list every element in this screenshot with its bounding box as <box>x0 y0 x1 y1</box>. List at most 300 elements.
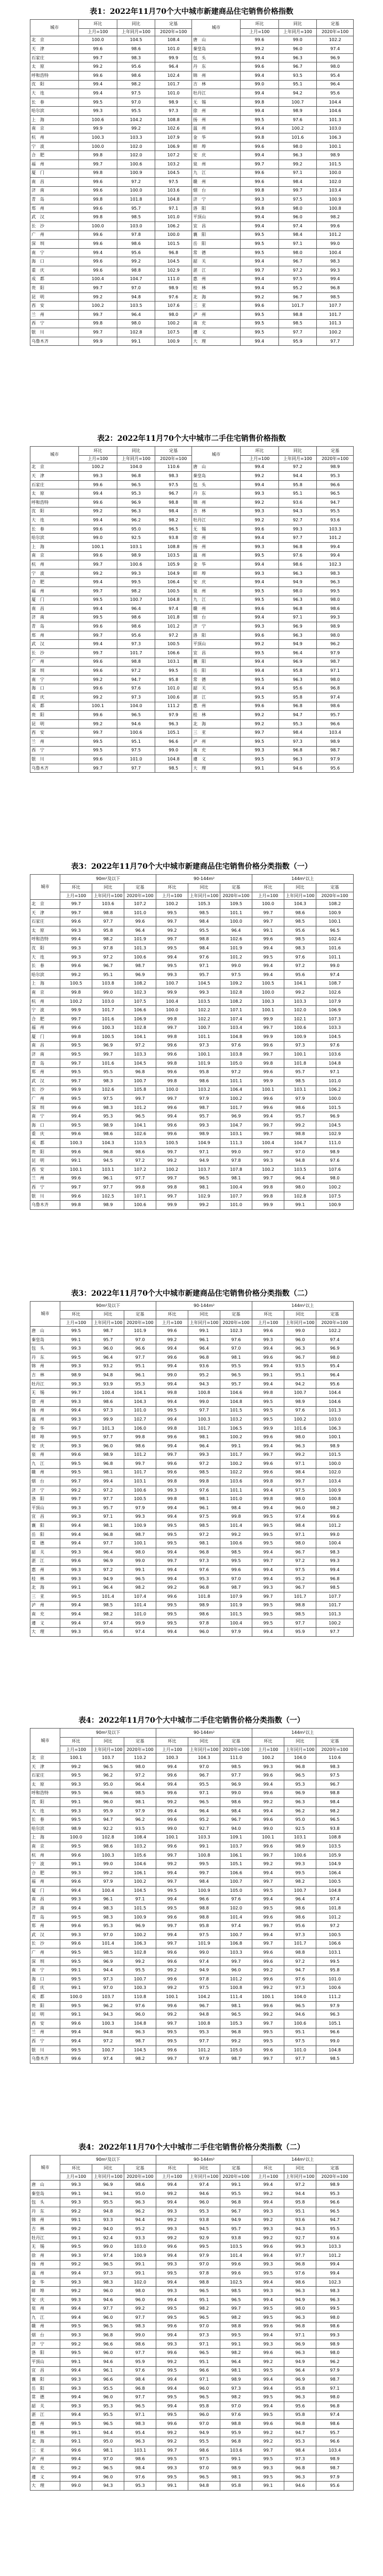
index-value: 100.5 <box>252 979 284 988</box>
index-value: 98.6 <box>124 1441 156 1451</box>
index-value: 96.0 <box>188 1628 220 1637</box>
index-value: 99.6 <box>60 2446 92 2455</box>
table-row <box>30 1415 354 1424</box>
index-value: 98.8 <box>278 311 317 320</box>
header-mom: 环比 <box>79 20 117 29</box>
index-value: 94.4 <box>278 472 317 481</box>
index-value: 96.8 <box>188 1583 220 1592</box>
index-value: 100.0 <box>220 917 252 926</box>
index-value: 108.4 <box>124 1833 156 1842</box>
table-row <box>30 962 354 971</box>
index-value: 99.9 <box>124 1619 156 1628</box>
city-name: 海 口 <box>30 1121 60 1130</box>
index-value: 99.4 <box>252 1344 284 1353</box>
index-value: 96.6 <box>188 1895 220 1904</box>
index-value: 99.4 <box>60 1406 92 1415</box>
index-value: 96.6 <box>188 2366 220 2375</box>
index-value: 98.4 <box>155 507 192 516</box>
index-value: 99.0 <box>156 1824 188 1833</box>
index-value: 103.6 <box>220 1477 252 1486</box>
city-name: 宜 昌 <box>30 1512 60 1521</box>
index-value: 97.1 <box>284 1460 316 1469</box>
index-value: 99.4 <box>252 2278 284 2287</box>
index-value: 99.1 <box>220 1441 252 1451</box>
index-value: 99.8 <box>60 1033 92 1042</box>
index-value: 99.8 <box>156 1014 188 1024</box>
table-row <box>30 516 354 525</box>
index-value: 99.7 <box>252 1451 284 1460</box>
index-value: 105.1 <box>316 2019 354 2028</box>
index-value: 99.3 <box>252 2260 284 2269</box>
price-index-table <box>30 19 354 346</box>
index-value: 99.4 <box>92 1477 124 1486</box>
index-value: 98.1 <box>220 2366 252 2375</box>
index-value: 97.8 <box>220 1156 252 1166</box>
table-row <box>30 1344 354 1353</box>
table-row <box>30 133 354 142</box>
index-value: 106.9 <box>155 142 192 151</box>
index-value: 103.4 <box>317 728 354 738</box>
index-value: 97.2 <box>124 1771 156 1780</box>
index-value: 98.9 <box>317 738 354 747</box>
index-value: 93.8 <box>220 2233 252 2242</box>
index-value: 96.4 <box>92 1548 124 1557</box>
index-value: 99.4 <box>241 534 279 543</box>
index-value: 98.2 <box>155 516 192 525</box>
index-value: 102.0 <box>284 1006 316 1015</box>
index-value: 99.0 <box>252 1824 284 1833</box>
index-value: 102.5 <box>220 2278 252 2287</box>
index-value: 99.6 <box>124 917 156 926</box>
index-value: 99.5 <box>60 1095 92 1104</box>
index-value: 97.9 <box>124 1806 156 1816</box>
table-section-t3a <box>30 859 353 1210</box>
index-value: 99.8 <box>124 1183 156 1192</box>
table-row <box>30 2242 354 2252</box>
index-value: 94.3 <box>188 1380 220 1389</box>
city-name: 沈 阳 <box>30 944 60 953</box>
city-name: 兰 州 <box>30 1174 60 1183</box>
city-name: 福 州 <box>30 1024 60 1033</box>
index-value: 104.1 <box>284 979 316 988</box>
header-mom: 环比 <box>241 447 279 456</box>
index-value: 99.4 <box>241 53 279 62</box>
table-row <box>30 124 354 133</box>
header-mom: 环比 <box>156 1737 188 1746</box>
index-value: 99.8 <box>79 151 117 160</box>
city-name: 宁 波 <box>30 1006 60 1015</box>
index-value: 99.8 <box>156 1389 188 1398</box>
header-mom: 环比 <box>79 447 117 456</box>
index-value: 95.8 <box>278 693 317 702</box>
index-value: 99.5 <box>60 1592 92 1602</box>
index-value: 97.7 <box>124 1353 156 1362</box>
index-value: 99.2 <box>79 292 117 302</box>
index-value: 98.7 <box>316 2464 354 2473</box>
index-value: 98.6 <box>278 560 317 569</box>
header-mom-base: 上月=100 <box>252 2173 284 2181</box>
index-value: 99.7 <box>252 1121 284 1130</box>
index-value: 97.7 <box>124 2349 156 2358</box>
index-value: 95.2 <box>278 284 317 293</box>
index-value: 99.5 <box>156 1610 188 1619</box>
table-row <box>30 1566 354 1575</box>
index-value: 97.6 <box>284 953 316 962</box>
city-name: 武 汉 <box>30 1077 60 1086</box>
index-value: 96.7 <box>92 962 124 971</box>
header-mom-base: 上月=100 <box>156 892 188 900</box>
index-value: 98.2 <box>220 2313 252 2323</box>
index-value: 97.8 <box>188 2269 220 2278</box>
index-value: 99.7 <box>60 908 92 917</box>
index-value: 98.6 <box>317 605 354 614</box>
index-value: 95.7 <box>220 2225 252 2234</box>
city-name: 兰 州 <box>30 738 79 747</box>
index-value: 102.0 <box>124 2278 156 2287</box>
index-value: 101.0 <box>220 1495 252 1504</box>
table-row <box>30 463 354 472</box>
index-value: 96.4 <box>188 1441 220 1451</box>
header-mom: 环比 <box>60 1737 92 1746</box>
index-value: 99.0 <box>220 1147 252 1156</box>
index-value: 98.5 <box>124 1789 156 1798</box>
index-value: 94.4 <box>92 2428 124 2437</box>
index-value: 97.3 <box>92 1975 124 1984</box>
city-name: 哈尔滨 <box>30 970 60 979</box>
index-value: 104.7 <box>284 1139 316 1148</box>
index-value: 99.3 <box>188 988 220 997</box>
index-value: 103.3 <box>284 997 316 1006</box>
city-name: 烟 台 <box>30 2331 60 2340</box>
index-value: 95.0 <box>117 525 155 534</box>
index-value: 108.2 <box>316 900 354 909</box>
index-value: 98.8 <box>284 1601 316 1610</box>
city-name: 桂 林 <box>192 711 240 720</box>
index-value: 103.3 <box>117 133 155 142</box>
index-value: 97.9 <box>188 1095 220 1104</box>
index-value: 104.5 <box>316 1033 354 1042</box>
index-value: 99.9 <box>79 124 117 133</box>
header-row <box>30 1737 354 1746</box>
index-value: 95.7 <box>188 970 220 979</box>
city-name: 南 充 <box>192 319 240 328</box>
header-row <box>30 892 354 900</box>
index-value: 101.8 <box>316 1904 354 1913</box>
index-value: 102.4 <box>155 71 192 80</box>
table-row <box>30 2304 354 2313</box>
index-value: 99.8 <box>79 169 117 178</box>
table-row <box>30 1183 354 1192</box>
index-value: 97.2 <box>117 178 155 187</box>
header-mom: 环比 <box>60 1310 92 1319</box>
index-value: 99.3 <box>316 2331 354 2340</box>
index-value: 99.4 <box>156 1415 188 1424</box>
table-row <box>30 1121 354 1130</box>
index-value: 99.4 <box>60 2366 92 2375</box>
index-value: 98.3 <box>316 1548 354 1557</box>
index-value: 97.4 <box>316 970 354 979</box>
header-area-group: 90m²及以下 <box>60 1729 156 1738</box>
index-value: 104.3 <box>92 1139 124 1148</box>
index-value: 97.3 <box>284 1984 316 1993</box>
city-name: 无 锡 <box>192 98 240 107</box>
index-value: 97.9 <box>188 2251 220 2260</box>
index-value: 100.0 <box>117 186 155 195</box>
city-name: 银 川 <box>30 755 79 764</box>
header-area-group: 90m²及以下 <box>60 875 156 884</box>
index-value: 99.5 <box>241 738 279 747</box>
index-value: 104.1 <box>124 1121 156 1130</box>
index-value: 99.6 <box>252 1975 284 1984</box>
index-value: 98.4 <box>284 2446 316 2455</box>
index-value: 100.2 <box>252 1754 284 1763</box>
index-value: 99.4 <box>60 1112 92 1121</box>
city-name: 天 津 <box>30 45 79 54</box>
index-value: 99.5 <box>252 953 284 962</box>
index-value: 99.3 <box>60 2384 92 2393</box>
index-value: 99.2 <box>252 2189 284 2198</box>
index-value: 99.2 <box>252 1984 284 1993</box>
table-row <box>30 908 354 917</box>
index-value: 100.0 <box>60 1993 92 2002</box>
index-value: 93.5 <box>284 1362 316 1371</box>
index-value: 107.3 <box>316 1014 354 1024</box>
index-value: 98.0 <box>124 2287 156 2296</box>
index-value: 99.4 <box>156 1112 188 1121</box>
index-value: 99.2 <box>220 1530 252 1539</box>
index-value: 99.5 <box>156 1904 188 1913</box>
index-value: 98.9 <box>278 107 317 116</box>
index-value: 99.5 <box>60 2001 92 2010</box>
index-value: 95.3 <box>92 1112 124 1121</box>
index-value: 99.7 <box>252 917 284 926</box>
index-value: 98.8 <box>188 1913 220 1922</box>
index-value: 107.6 <box>316 1166 354 1175</box>
city-name: 天 津 <box>30 1762 60 1771</box>
index-value: 96.9 <box>117 498 155 507</box>
index-value: 97.7 <box>92 1495 124 1504</box>
city-name: 牡丹江 <box>30 2233 60 2242</box>
index-value: 100.9 <box>124 1913 156 1922</box>
index-value: 97.2 <box>284 962 316 971</box>
index-value: 104.5 <box>124 1059 156 1068</box>
index-value: 98.1 <box>92 1468 124 1477</box>
index-value: 97.7 <box>188 2037 220 2046</box>
index-value: 99.0 <box>220 962 252 971</box>
index-value: 100.8 <box>188 1389 220 1398</box>
index-value: 106.2 <box>316 1085 354 1095</box>
table-row <box>30 988 354 997</box>
index-value: 97.8 <box>117 231 155 240</box>
index-value: 99.4 <box>241 337 279 346</box>
index-value: 99.2 <box>79 675 117 684</box>
header-yoy-base: 上年同月=100 <box>284 1319 316 1327</box>
city-name: 海 口 <box>30 257 79 266</box>
city-name: 遵 义 <box>192 755 240 764</box>
index-value: 102.2 <box>188 1014 220 1024</box>
index-value: 105.3 <box>220 2019 252 2028</box>
city-name: 重 庆 <box>30 1984 60 1993</box>
index-value: 98.3 <box>92 2278 124 2287</box>
table-row <box>30 2055 354 2064</box>
index-value: 98.0 <box>124 1762 156 1771</box>
index-value: 104.2 <box>188 1993 220 2002</box>
index-value: 99.0 <box>316 1530 354 1539</box>
index-value: 98.9 <box>284 1842 316 1851</box>
index-value: 95.8 <box>188 2402 220 2411</box>
table-row <box>30 926 354 935</box>
index-value: 103.4 <box>317 186 354 195</box>
city-name: 岳 阳 <box>192 240 240 249</box>
index-value: 99.5 <box>220 1557 252 1566</box>
index-value: 99.2 <box>60 1762 92 1771</box>
index-value: 95.5 <box>92 2411 124 2420</box>
index-value: 99.3 <box>60 1362 92 1371</box>
index-value: 95.5 <box>92 2198 124 2207</box>
header-fixed: 定基 <box>220 1310 252 1319</box>
index-value: 96.0 <box>124 2010 156 2019</box>
index-value: 99.4 <box>252 1486 284 1495</box>
index-value: 99.8 <box>252 1192 284 1201</box>
table-row <box>30 657 354 667</box>
table-row <box>30 2233 354 2242</box>
index-value: 99.6 <box>156 1353 188 1362</box>
table-row <box>30 2455 354 2464</box>
index-value: 101.3 <box>316 1610 354 1619</box>
city-name: 长 沙 <box>30 222 79 231</box>
index-value: 105.1 <box>155 728 192 738</box>
index-value: 100.2 <box>155 319 192 328</box>
index-value: 100.2 <box>79 463 117 472</box>
index-value: 99.6 <box>79 240 117 249</box>
table-row <box>30 764 354 773</box>
index-value: 99.6 <box>79 684 117 693</box>
city-name: 成 都 <box>30 275 79 284</box>
index-value: 96.8 <box>284 2322 316 2331</box>
city-name: 遵 义 <box>30 1619 60 1628</box>
index-value: 97.2 <box>124 1156 156 1166</box>
index-value: 100.2 <box>316 1183 354 1192</box>
city-name: 赣 州 <box>192 605 240 614</box>
index-value: 99.0 <box>317 240 354 249</box>
index-value: 101.2 <box>317 534 354 543</box>
index-value: 98.8 <box>316 1789 354 1798</box>
index-value: 99.6 <box>156 1468 188 1477</box>
city-name: 唐 山 <box>30 2181 60 2190</box>
city-name: 平顶山 <box>192 213 240 222</box>
header-area-group: 144m²以上 <box>252 1302 354 1311</box>
table-row <box>30 970 354 979</box>
index-value: 99.3 <box>241 507 279 516</box>
header-yoy-base: 上年同月=100 <box>117 28 155 36</box>
index-value: 97.6 <box>124 2472 156 2482</box>
city-name: 青 岛 <box>30 1913 60 1922</box>
index-value: 96.9 <box>92 2181 124 2190</box>
index-value: 94.6 <box>92 2358 124 2367</box>
index-value: 101.7 <box>124 1468 156 1477</box>
header-row <box>30 1319 354 1327</box>
city-name: 贵 阳 <box>30 2001 60 2010</box>
header-yoy: 同比 <box>92 2164 124 2173</box>
table-row <box>30 53 354 62</box>
city-name: 湛 江 <box>30 2411 60 2420</box>
index-value: 96.2 <box>316 2358 354 2367</box>
index-value: 99.3 <box>124 1512 156 1521</box>
index-value: 97.3 <box>284 2455 316 2464</box>
index-value: 99.4 <box>317 542 354 551</box>
index-value: 99.5 <box>156 2037 188 2046</box>
index-value: 99.3 <box>60 1344 92 1353</box>
index-value: 98.7 <box>92 1327 124 1336</box>
index-value: 94.6 <box>284 2010 316 2019</box>
index-value: 99.5 <box>252 1601 284 1610</box>
index-value: 96.3 <box>278 675 317 684</box>
city-name: 北 海 <box>30 1583 60 1592</box>
index-value: 97.7 <box>316 1628 354 1637</box>
table-row <box>30 107 354 116</box>
index-value: 100.1 <box>284 1050 316 1059</box>
index-value: 99.5 <box>252 1619 284 1628</box>
table-row <box>30 195 354 204</box>
table-row <box>30 292 354 302</box>
index-value: 99.1 <box>124 1566 156 1575</box>
index-value: 94.7 <box>284 1966 316 1975</box>
city-name: 蚌 埠 <box>30 2287 60 2296</box>
table-row <box>30 1441 354 1451</box>
index-value: 99.8 <box>60 1201 92 1210</box>
index-value: 99.9 <box>92 1415 124 1424</box>
city-name: 金 华 <box>192 133 240 142</box>
index-value: 95.5 <box>124 1966 156 1975</box>
index-value: 101.3 <box>92 1424 124 1433</box>
index-value: 99.4 <box>252 2384 284 2393</box>
index-value: 99.6 <box>60 1024 92 1033</box>
index-value: 99.4 <box>60 1887 92 1896</box>
index-value: 99.3 <box>60 1441 92 1451</box>
index-value: 97.2 <box>155 631 192 640</box>
index-value: 95.6 <box>284 2402 316 2411</box>
index-value: 96.5 <box>124 1112 156 1121</box>
header-fixed-base: 2020年=100 <box>316 1319 354 1327</box>
city-name: 福 州 <box>30 586 79 596</box>
index-value: 100.2 <box>220 1095 252 1104</box>
index-value: 100.2 <box>284 1415 316 1424</box>
header-yoy: 同比 <box>278 447 317 456</box>
index-value: 97.5 <box>188 1984 220 1993</box>
table-row <box>30 702 354 711</box>
price-index-table <box>30 2155 354 2491</box>
index-value: 96.8 <box>117 472 155 481</box>
header-mom: 环比 <box>252 883 284 892</box>
index-value: 97.0 <box>92 1984 124 1993</box>
index-value: 95.3 <box>92 1922 124 1931</box>
index-value: 100.7 <box>124 1975 156 1984</box>
index-value: 98.8 <box>117 657 155 667</box>
index-value: 97.6 <box>316 1041 354 1050</box>
table-row <box>30 979 354 988</box>
index-value: 99.3 <box>241 746 279 755</box>
index-value: 99.1 <box>241 764 279 773</box>
index-value: 100.2 <box>156 1166 188 1175</box>
index-value: 94.6 <box>278 764 317 773</box>
table-row <box>30 1033 354 1042</box>
index-value: 95.5 <box>220 2189 252 2198</box>
index-value: 101.0 <box>316 1077 354 1086</box>
index-value: 103.2 <box>188 1085 220 1095</box>
index-value: 94.9 <box>188 2428 220 2437</box>
index-value: 100.2 <box>316 1619 354 1628</box>
index-value: 99.4 <box>60 2304 92 2313</box>
